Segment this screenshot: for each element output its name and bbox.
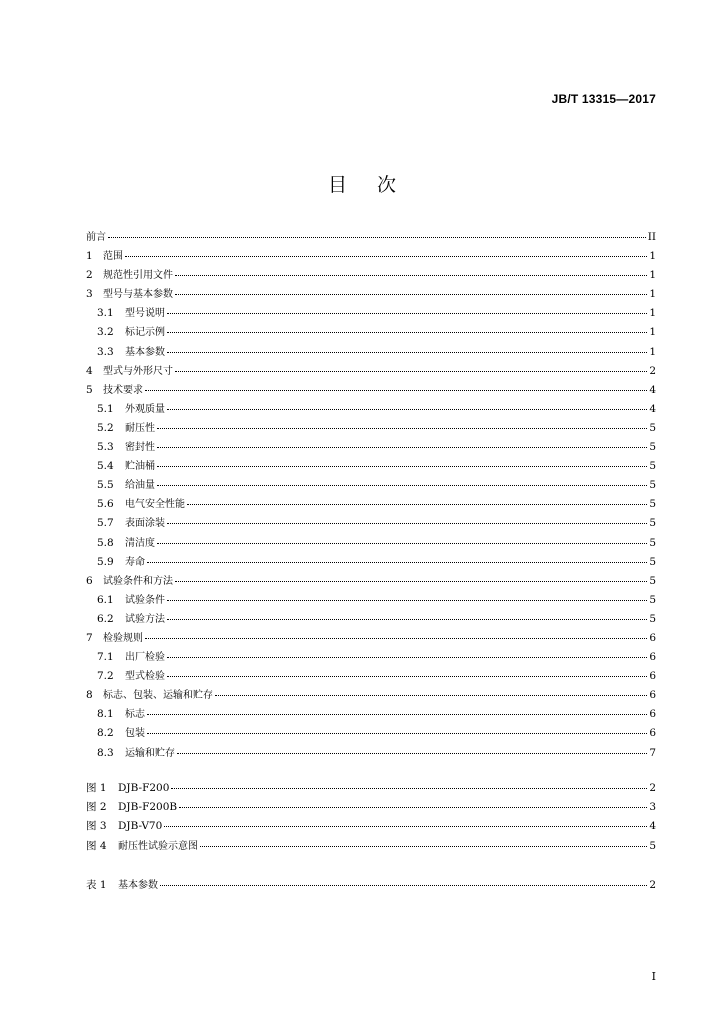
table-entry[interactable]: [86, 876, 656, 895]
toc-entry-label: 标记示例: [125, 327, 165, 339]
dot-leader: [157, 543, 647, 544]
dot-leader: [108, 237, 646, 238]
toc-entry-number: 3: [86, 288, 93, 301]
toc-entry-label: 范围: [103, 251, 123, 263]
toc-entry-page: 6: [649, 708, 656, 721]
toc-entry[interactable]: [86, 343, 656, 362]
toc-entry-page: 5: [649, 612, 656, 625]
figure-entry[interactable]: [86, 780, 656, 799]
toc-entry-number: 8: [86, 689, 93, 702]
toc-entry-page: 7: [649, 746, 656, 759]
toc-entry[interactable]: [86, 514, 656, 533]
toc-entry-label: 寿命: [125, 556, 145, 568]
toc-entry[interactable]: [86, 572, 656, 591]
dot-leader: [145, 390, 647, 391]
toc-entry[interactable]: [86, 247, 656, 266]
toc-entry-number: 3.2: [97, 326, 114, 339]
toc-entry-label: 标志、包装、运输和贮存: [103, 690, 213, 702]
toc-entry[interactable]: [86, 419, 656, 438]
toc-entry-number: 5.3: [97, 441, 114, 454]
figure-entry-label: 耐压性试验示意图: [118, 841, 198, 853]
toc-entry-label: 电气安全性能: [125, 499, 185, 511]
toc-entry-number: 3.1: [97, 307, 114, 320]
toc-entry-number: 8.2: [97, 727, 114, 740]
page-number: I: [651, 970, 656, 983]
dot-leader: [167, 352, 647, 353]
toc-entry-number: 7.2: [97, 670, 114, 683]
figure-entry-label: DJB-F200B: [118, 801, 178, 814]
toc-entry-number: 5.4: [97, 460, 114, 473]
toc-entry-label: 耐压性: [125, 422, 155, 434]
toc-entry-page: 4: [649, 402, 656, 415]
dot-leader: [179, 807, 647, 808]
figure-entry-label: DJB-F200: [118, 782, 170, 794]
toc-entry-number: 5.2: [97, 421, 114, 434]
toc-entry-number: 6.2: [97, 612, 114, 625]
toc-entry-number: 5: [86, 383, 93, 396]
dot-leader: [175, 581, 647, 582]
dot-leader: [175, 371, 647, 372]
toc-entry-label: 技术要求: [103, 384, 143, 396]
dot-leader: [145, 638, 647, 639]
toc-entry-page: 1: [649, 288, 656, 301]
dot-leader: [200, 846, 647, 847]
dot-leader: [164, 826, 647, 827]
toc-entry[interactable]: [86, 534, 656, 553]
toc-entry[interactable]: [86, 648, 656, 667]
toc-entry-number: 7.1: [97, 651, 114, 664]
toc-entry-label: 出厂检验: [125, 652, 165, 664]
dot-leader: [187, 504, 647, 505]
toc-entry-label: 标志: [125, 709, 145, 721]
standard-number: JB/T 13315—2017: [551, 92, 656, 106]
toc-entry[interactable]: [86, 323, 656, 342]
toc-entry[interactable]: [86, 705, 656, 724]
toc-entry-page: 4: [649, 383, 656, 396]
dot-leader: [167, 313, 647, 314]
toc-entry-label: 贮油桶: [125, 461, 155, 473]
toc-entry-label: 型号与基本参数: [103, 289, 173, 301]
toc-entry-number: 8.1: [97, 708, 114, 721]
toc-entry-label: 密封性: [125, 442, 155, 454]
figure-entry-page: 3: [649, 801, 656, 814]
dot-leader: [160, 885, 647, 886]
toc-entry-number: 3.3: [97, 345, 114, 358]
dot-leader: [215, 695, 647, 696]
toc-entry-label: 试验方法: [125, 613, 165, 625]
dot-leader: [147, 562, 647, 563]
dot-leader: [125, 256, 647, 257]
toc-entry-label: 型号说明: [125, 308, 165, 320]
toc-entry-page: 6: [649, 670, 656, 683]
dot-leader: [147, 714, 647, 715]
toc-list: [86, 228, 656, 763]
toc-entry[interactable]: [86, 495, 656, 514]
table-entry-page: 2: [649, 879, 656, 891]
toc-entry-page: 6: [649, 631, 656, 644]
dot-leader: [167, 409, 647, 410]
dot-leader: [167, 676, 647, 677]
figure-entry-page: 4: [649, 820, 656, 833]
toc-entry-page: 5: [649, 555, 656, 568]
toc-entry-page: 1: [649, 250, 656, 263]
toc-entry-page: 6: [649, 651, 656, 664]
toc-entry[interactable]: [86, 438, 656, 457]
toc-entry-page: 5: [649, 593, 656, 606]
toc-entry-page: 2: [649, 364, 656, 377]
dot-leader: [171, 788, 647, 789]
figure-entry[interactable]: [86, 837, 656, 856]
dot-leader: [175, 294, 647, 295]
toc-entry-label: 试验条件: [125, 594, 165, 606]
dot-leader: [167, 523, 647, 524]
toc-entry-number: 8.3: [97, 746, 114, 759]
toc-entry[interactable]: [86, 629, 656, 648]
dot-leader: [157, 428, 647, 429]
toc-entry-page: 5: [649, 460, 656, 473]
dot-leader: [175, 275, 647, 276]
toc-entry[interactable]: [86, 266, 656, 285]
toc-entry-page: 1: [649, 307, 656, 320]
dot-leader: [177, 753, 647, 754]
toc-entry-label: 检验规则: [103, 632, 143, 644]
table-entry-number: 表 1: [86, 879, 107, 891]
dot-leader: [157, 466, 647, 467]
figure-entry-number: 图 3: [86, 820, 107, 833]
toc-entry-page: 5: [649, 574, 656, 587]
figure-entry-page: 5: [649, 840, 656, 853]
toc-entry-number: 5.9: [97, 555, 114, 568]
toc-entry[interactable]: [86, 744, 656, 763]
toc-entry[interactable]: [86, 285, 656, 304]
toc-entry-label: 基本参数: [125, 346, 165, 358]
dot-leader: [147, 733, 647, 734]
figure-entry-number: 图 2: [86, 801, 107, 814]
toc-entry-label: 型式与外形尺寸: [103, 365, 173, 377]
toc-entry[interactable]: [86, 667, 656, 686]
toc-entry[interactable]: [86, 362, 656, 381]
figure-list: [86, 780, 656, 856]
toc-entry-page: 5: [649, 517, 656, 530]
figure-entry[interactable]: [86, 799, 656, 818]
toc-entry-page: 5: [649, 441, 656, 454]
dot-leader: [157, 485, 647, 486]
toc-entry[interactable]: [86, 400, 656, 419]
figure-entry[interactable]: [86, 818, 656, 837]
table-entry-label: 基本参数: [118, 880, 158, 891]
figure-entry-page: 2: [649, 782, 656, 794]
toc-entry-label: 前言: [86, 232, 106, 243]
toc-entry[interactable]: [86, 591, 656, 610]
figure-entry-number: 图 1: [86, 782, 107, 794]
dot-leader: [167, 657, 647, 658]
toc-entry-page: 1: [649, 326, 656, 339]
toc-entry-label: 外观质量: [125, 403, 165, 415]
toc-entry-page: 1: [649, 345, 656, 358]
toc-entry-page: II: [647, 231, 656, 243]
toc-entry[interactable]: [86, 228, 656, 247]
toc-entry-number: 4: [86, 364, 93, 377]
figure-entry-number: 图 4: [86, 840, 107, 853]
toc-entry[interactable]: [86, 724, 656, 743]
toc-entry-label: 规范性引用文件: [103, 270, 173, 282]
toc-entry[interactable]: [86, 553, 656, 572]
toc-entry[interactable]: [86, 381, 656, 400]
dot-leader: [167, 619, 647, 620]
toc-entry-number: 6.1: [97, 593, 114, 606]
toc-entry-label: 给油量: [125, 480, 155, 492]
dot-leader: [167, 600, 647, 601]
toc-entry-number: 2: [86, 269, 93, 282]
toc-entry-label: 运输和贮存: [125, 747, 175, 759]
toc-entry[interactable]: [86, 457, 656, 476]
toc-entry-number: 1: [86, 250, 93, 263]
toc-entry-number: 5.8: [97, 536, 114, 549]
toc-entry-number: 5.1: [97, 402, 114, 415]
toc-entry-number: 5.6: [97, 498, 114, 511]
toc-entry-page: 5: [649, 536, 656, 549]
toc-entry-number: 5.5: [97, 479, 114, 492]
toc-entry-page: 6: [649, 727, 656, 740]
toc-entry-number: 7: [86, 631, 93, 644]
toc-entry[interactable]: [86, 476, 656, 495]
toc-entry-label: 试验条件和方法: [103, 575, 173, 587]
toc-entry[interactable]: [86, 686, 656, 705]
dot-leader: [167, 332, 647, 333]
toc-entry[interactable]: [86, 304, 656, 323]
table-list: [86, 876, 656, 895]
toc-entry[interactable]: [86, 610, 656, 629]
dot-leader: [157, 447, 647, 448]
toc-entry-page: 5: [649, 498, 656, 511]
toc-entry-label: 表面涂装: [125, 518, 165, 530]
toc-entry-label: 包装: [125, 728, 145, 740]
toc-entry-page: 5: [649, 479, 656, 492]
toc-entry-number: 5.7: [97, 517, 114, 530]
toc-entry-label: 型式检验: [125, 671, 165, 683]
toc-title: 目次: [327, 174, 426, 196]
toc-entry-number: 6: [86, 574, 93, 587]
figure-entry-label: DJB-V70: [118, 820, 163, 833]
toc-entry-page: 5: [649, 421, 656, 434]
toc-entry-label: 清洁度: [125, 537, 155, 549]
toc-entry-page: 6: [649, 689, 656, 702]
toc-entry-page: 1: [649, 269, 656, 282]
